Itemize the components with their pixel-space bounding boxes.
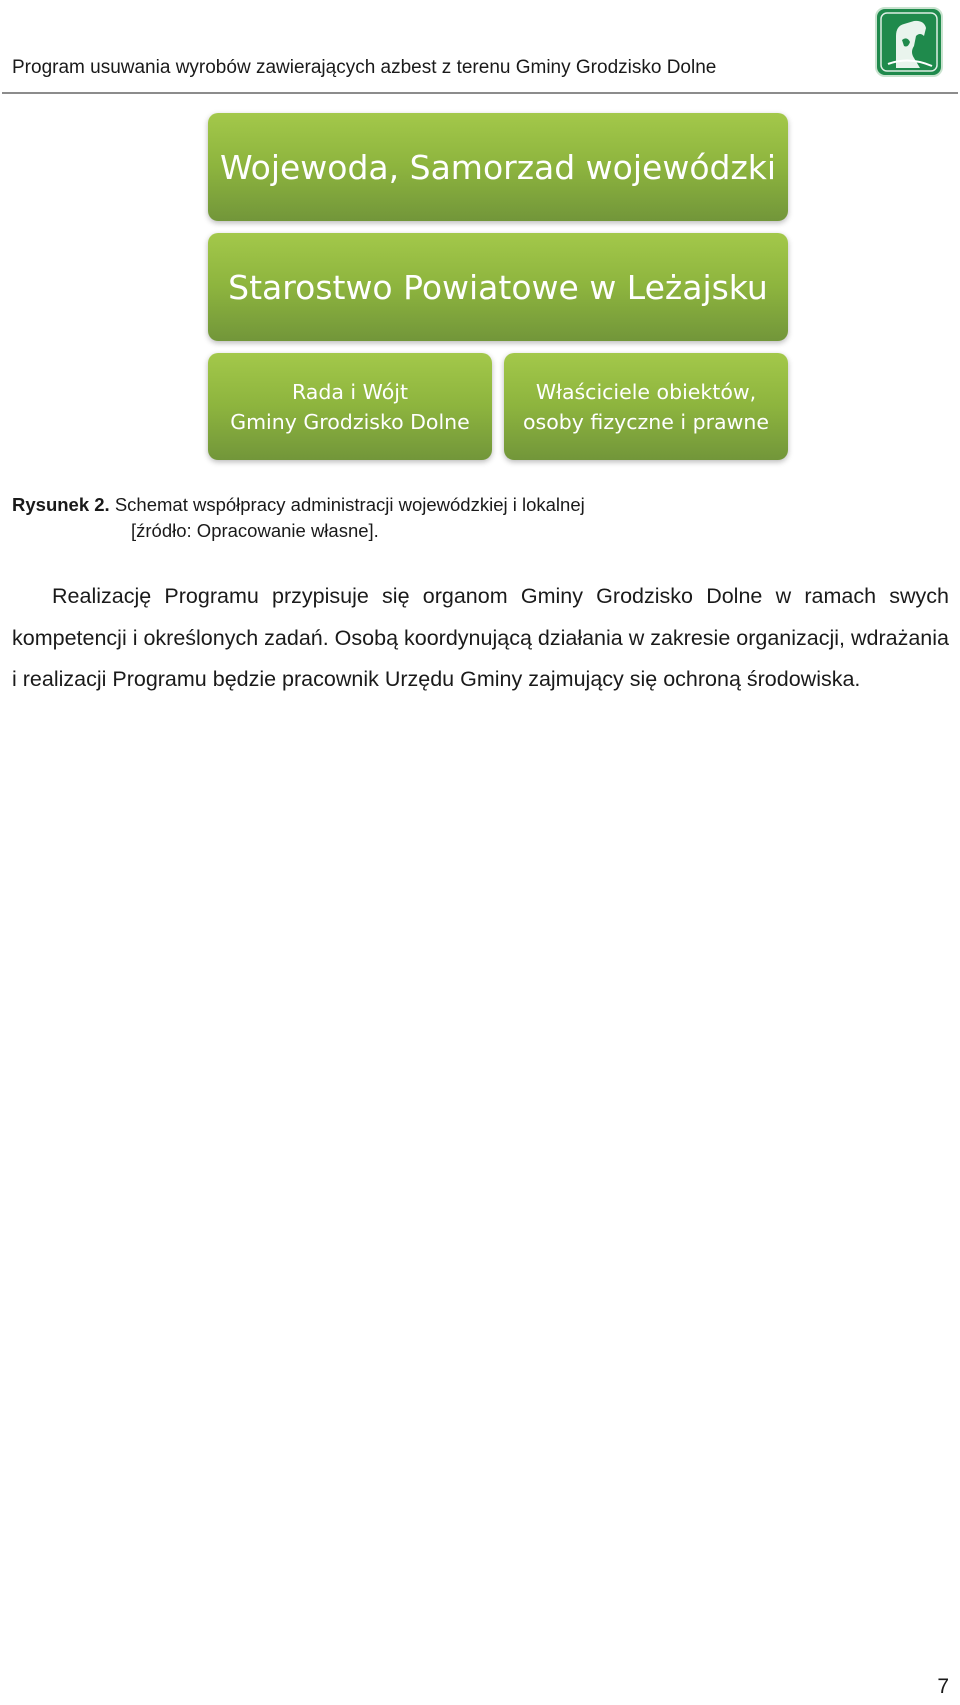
document-title: Program usuwania wyrobów zawierających azbest z terenu Gminy Grodzisko Dolne bbox=[12, 57, 717, 78]
figure-caption bbox=[12, 492, 585, 518]
figure-caption-source: [źródło: Opracowanie własne]. bbox=[131, 520, 379, 541]
figure-caption-label: Rysunek 2. bbox=[12, 494, 110, 515]
municipality-logo-icon bbox=[874, 6, 944, 78]
diagram-box-owners-line1: Właściciele obiektów, bbox=[535, 379, 757, 404]
diagram-box-council-line1: Rada i Wójt bbox=[291, 379, 408, 404]
body-paragraph: Realizację Programu przypisuje się organom Gminy Grodzisko Dolne w ramach swych kompetencji i określonych zadań. Osobą koordynującą działania w zakresie organizacji, wdrażania i realizacji Programu będzie pracownik Urzędu Gminy zajmujący się ochroną środowiska. bbox=[12, 584, 949, 691]
diagram-box-voivode-label: Wojewoda, Samorzad wojewódzki bbox=[219, 147, 777, 187]
diagram-box-council bbox=[208, 353, 492, 460]
page-number: 7 bbox=[937, 1675, 949, 1698]
diagram-box-county-label: Starostwo Powiatowe w Leżajsku bbox=[228, 267, 768, 307]
diagram-box-owners-line2: osoby fizyczne i prawne bbox=[523, 409, 769, 434]
diagram-box-owners bbox=[504, 353, 788, 460]
figure-caption-text: Schemat współpracy administracji wojewódzkiej i lokalnej bbox=[109, 494, 585, 515]
header-divider bbox=[2, 92, 958, 94]
diagram-box-voivode bbox=[208, 113, 788, 221]
diagram-box-county bbox=[208, 233, 788, 341]
diagram-box-council-line2: Gminy Grodzisko Dolne bbox=[230, 409, 470, 434]
